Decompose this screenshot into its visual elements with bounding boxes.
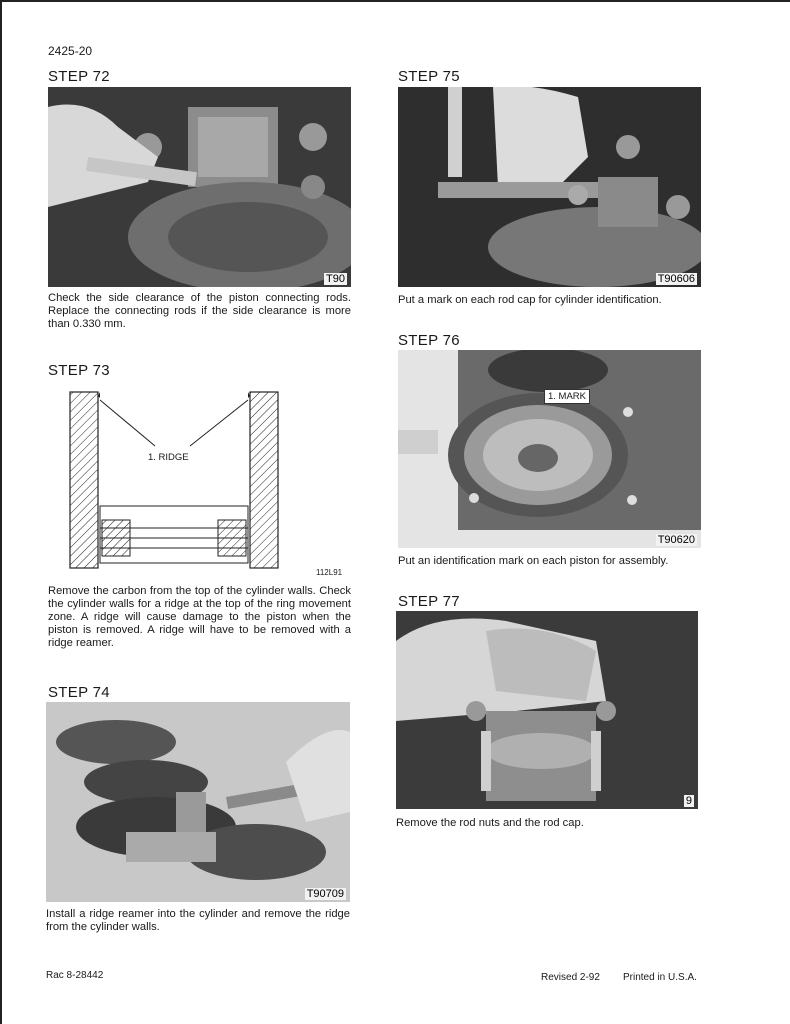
page-number: 2425-20 (48, 44, 93, 58)
page-border-left (0, 0, 2, 1024)
step-74-title: STEP 74 (48, 684, 110, 701)
step-77-photo (396, 611, 698, 809)
step-76-photo (398, 350, 701, 548)
step-76-photo-id: T90620 (657, 534, 695, 546)
step-74-photo (46, 702, 350, 902)
ridge-diagram (60, 388, 350, 580)
step-76-caption: Put an identification mark on each piston for assembly. (398, 555, 669, 567)
step-77-caption: Remove the rod nuts and the rod cap. (396, 817, 584, 829)
mark-label: 1. MARK (544, 389, 590, 404)
step-75-photo (398, 87, 701, 287)
step-72-title: STEP 72 (48, 68, 110, 85)
step-74-photo-id: T90709 (306, 888, 344, 900)
step-73-title: STEP 73 (48, 362, 110, 379)
page-border-top (0, 0, 790, 2)
step-77-title: STEP 77 (398, 593, 460, 610)
footer-revised: Revised 2-92 (541, 972, 600, 983)
step-75-photo-id: T90606 (657, 273, 695, 285)
step-73-caption: Remove the carbon from the top of the cylinder walls. Check the cylinder walls for a ridge at the top of the ring movement zone. A ridge will cause damage to the piston when the piston is removed. A ridge will have to be removed with a ridge reamer. (48, 585, 351, 649)
step-75-title: STEP 75 (398, 68, 460, 85)
step-75-caption: Put a mark on each rod cap for cylinder identification. (398, 294, 662, 306)
step-77-photo-id: 9 (685, 795, 692, 807)
step-74-caption: Install a ridge reamer into the cylinder and remove the ridge from the cylinder walls. (46, 908, 350, 933)
step-72-caption: Check the side clearance of the piston connecting rods. Replace the connecting rods if the side clearance is more than 0.330 mm. (48, 292, 351, 330)
footer-printed: Printed in U.S.A. (623, 972, 697, 983)
step-72-photo (48, 87, 351, 287)
footer-doc-number: Rac 8-28442 (46, 970, 104, 981)
ridge-label: 1. RIDGE (148, 452, 189, 463)
step-76-title: STEP 76 (398, 332, 460, 349)
ridge-figure-id: 112L91 (316, 568, 343, 577)
step-72-photo-id: T90 (326, 273, 345, 285)
